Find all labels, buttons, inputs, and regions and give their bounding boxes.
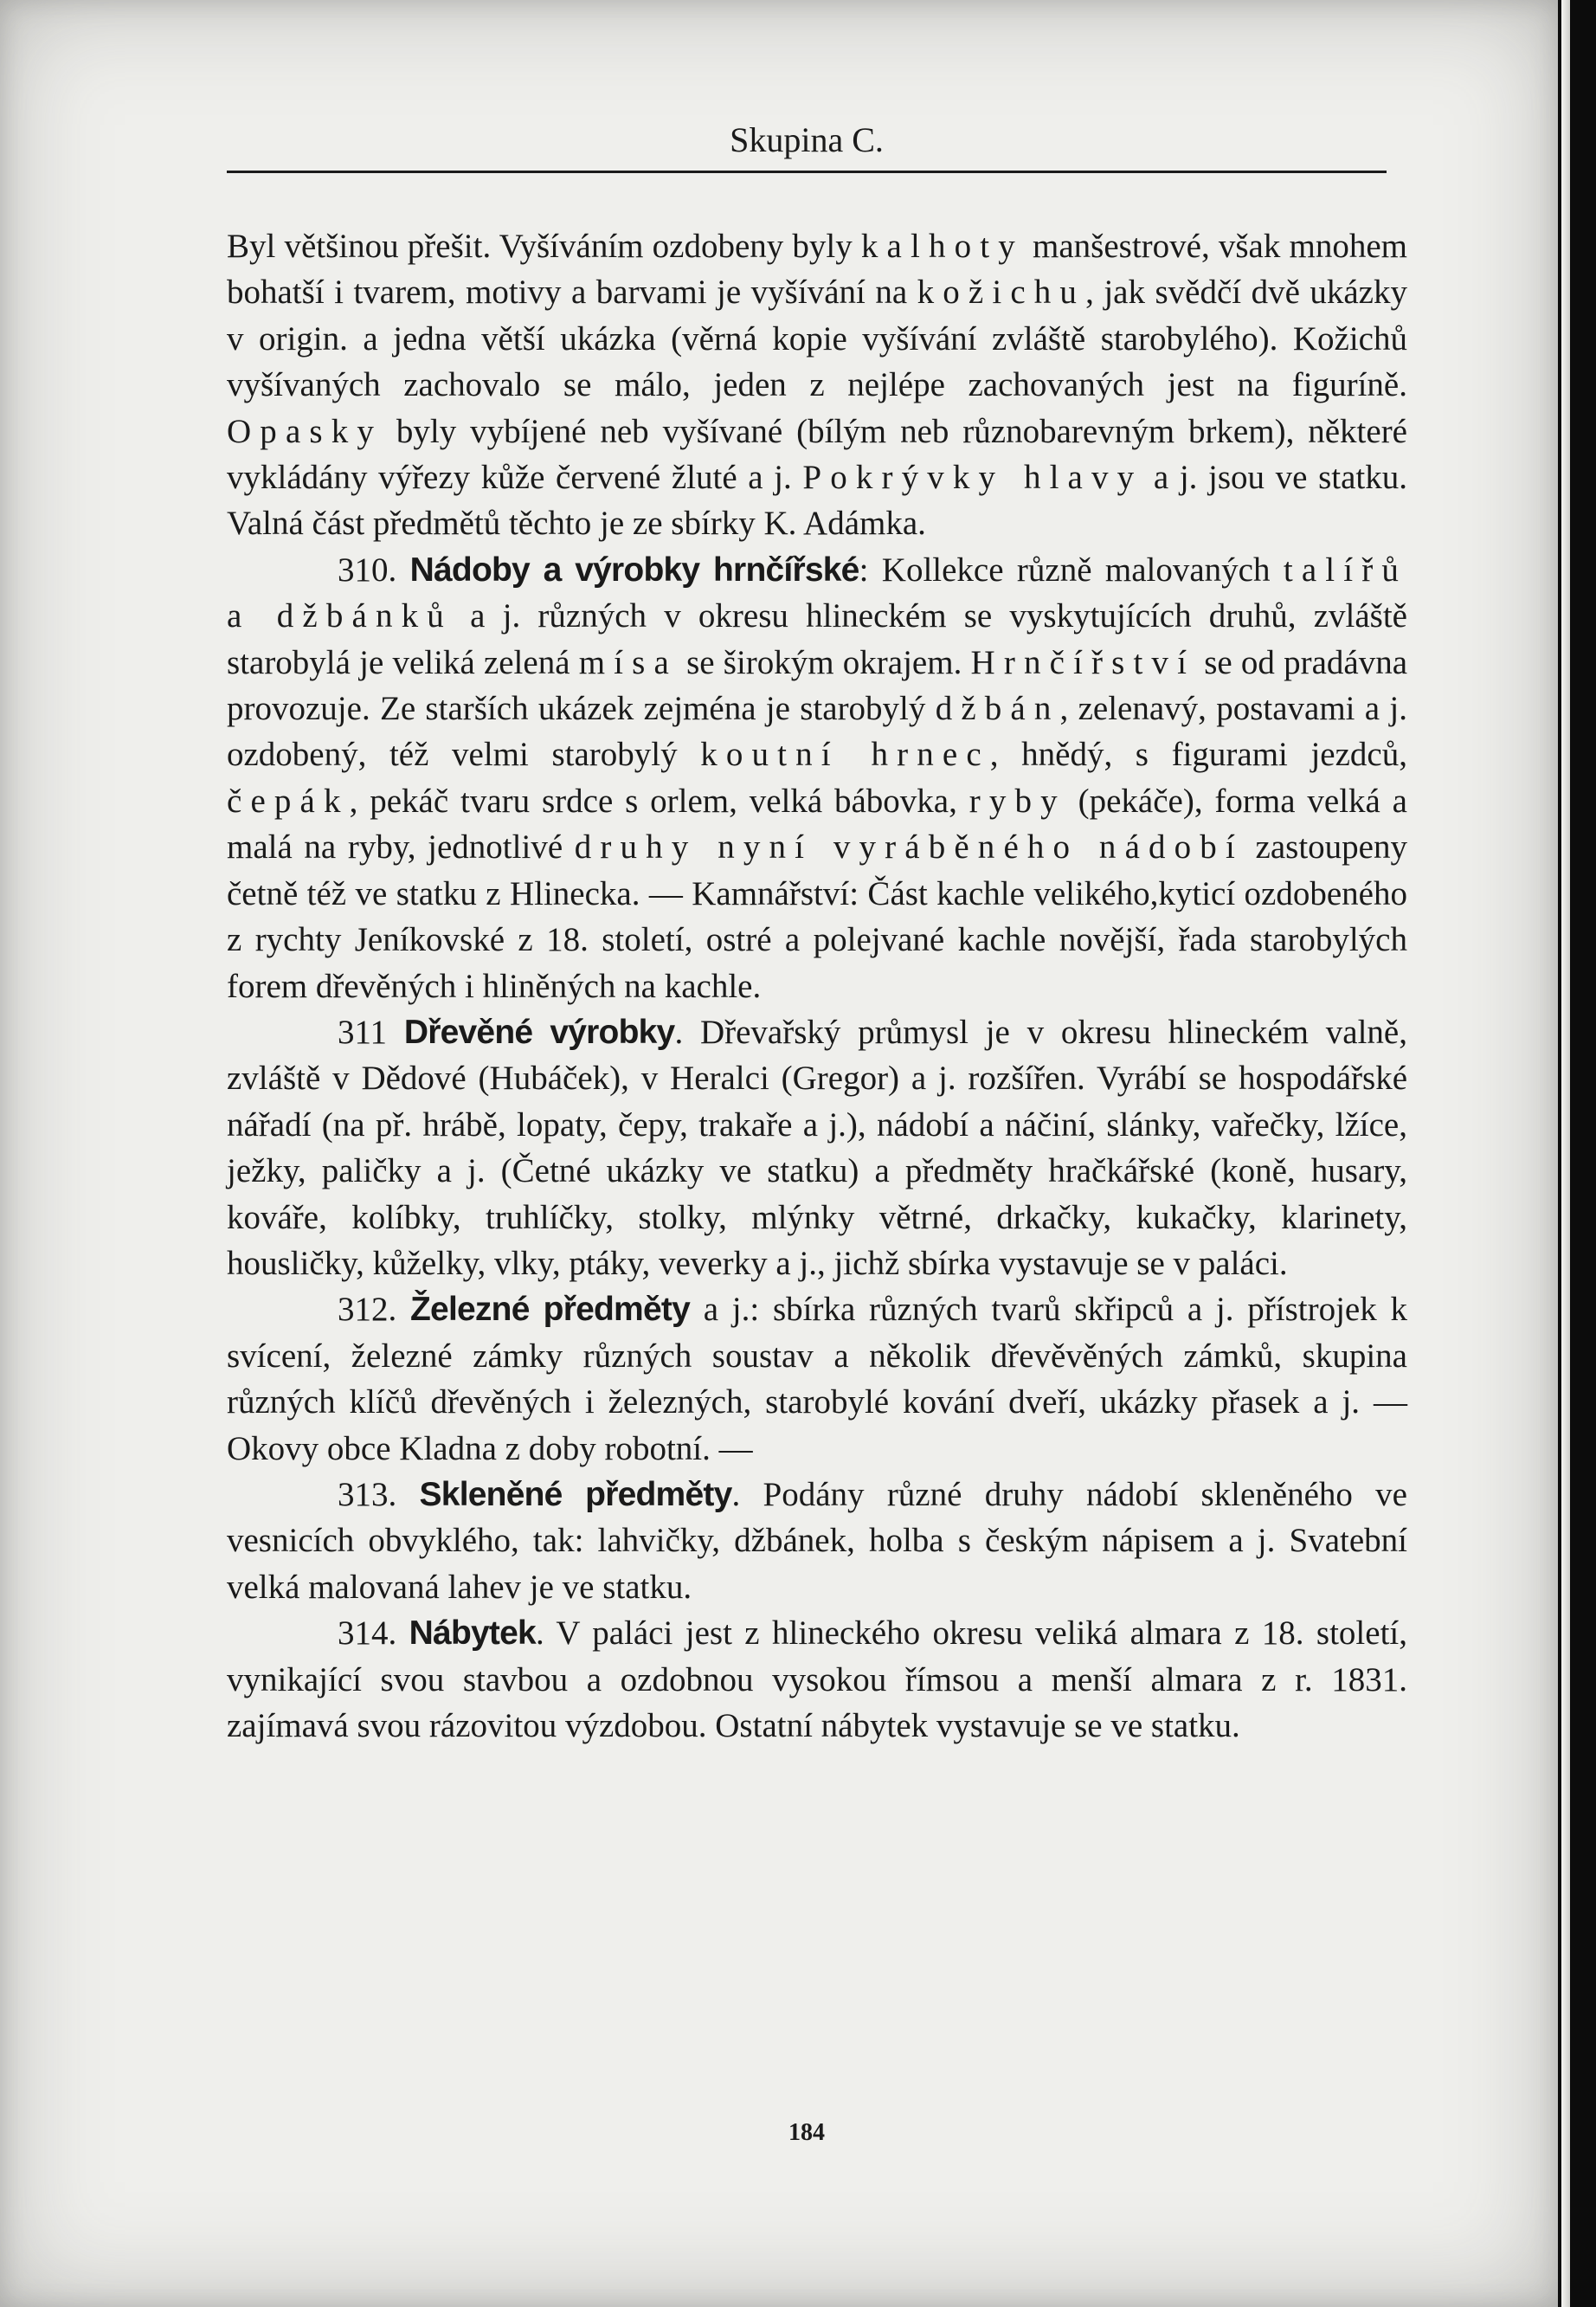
running-header: Skupina C.	[730, 120, 884, 159]
text-run: (pekáče), forma velká a malá na ryby, jednotlivé	[227, 782, 1407, 867]
section-heading: Skleněné předměty	[419, 1475, 732, 1513]
text-run: byly vybíjené neb vyšívané (bílým neb různobarevným brkem), některé vykládány výřezy kůže červené žluté a j.	[227, 412, 1407, 497]
emphasis-koutni-hrnec: koutní hrnec	[700, 736, 990, 774]
text-run: , hnědý, s figurami jezdců,	[989, 736, 1407, 774]
section-312	[227, 1286, 1407, 1472]
emphasis-pokryvky-hlavy: Pokrývky hlavy	[802, 459, 1143, 497]
text-run: : Kollekce různě malovaných	[859, 551, 1284, 589]
text-run: Byl většinou přešit. Vyšíváním ozdobeny byly	[227, 228, 861, 265]
text-run: . Dřevařský průmysl je v okresu hlineckém valně, zvláště v Dědové (Hubáček), v Heralci (Gregor) a j. rozšířen. Vyrábí se hospodářské nářadí (na př. hrábě, lopaty, čepy, trakaře a j.), nádobí a náčiní, slánky, vařečky, lžíce, ježky, paličky a j. (Četné ukázky ve statku) a předměty hračkářské (koně, husary, kováře, kolíbky, truhlíčky, stolky, mlýnky větrné, drkačky, kukačky, klarinety, housličky, kůželky, vlky, ptáky, veverky a j., jichž sbírka vystavuje se v paláci.	[227, 1013, 1407, 1282]
text-run: , zelenavý, postavami a j. ozdobený, též velmi starobylý	[227, 690, 1408, 774]
section-heading: Nádoby a výrobky hrnčířské	[409, 551, 859, 589]
emphasis-kalhoty: kalhoty	[860, 228, 1024, 265]
text-run: . V paláci jest z hlineckého okresu veliká almara z 18. století, vynikající svou stavbou a ozdobnou vysokou římsou a menší almara z r. 1831. zajímavá svou rázovitou výzdobou. Ostatní nábytek vystavuje se ve statku.	[227, 1614, 1408, 1744]
section-311	[227, 1009, 1407, 1286]
body-text	[227, 223, 1407, 1749]
text-run: zastoupeny četně též ve statku z Hlinecka. — Kamnářství: Část kachle velikého,kyticí ozdobeného z rychty Jeníkovské z 18. století, ostré a polejvané kachle novější, řada starobylých forem dřevěných i hliněných na kachle.	[227, 828, 1407, 1005]
section-number: 310.	[338, 551, 410, 589]
header-rule	[227, 171, 1387, 173]
text-run: se širokým okrajem.	[677, 643, 971, 681]
section-heading: Dřevěné výrobky	[403, 1013, 675, 1051]
text-run: a j. jsou ve statku. Valná část předmětů těchto je ze sbírky K. Adámka.	[227, 459, 1407, 543]
section-heading: Nábytek	[409, 1614, 536, 1653]
emphasis-taliru-dzbanku: talířů a džbánků	[227, 551, 1408, 635]
section-313	[227, 1472, 1407, 1610]
text-run: se od pradávna provozuje. Ze starších ukázek zejména je starobylý	[227, 643, 1408, 728]
page-number: 184	[788, 2119, 825, 2146]
section-314	[227, 1610, 1407, 1749]
emphasis-ryby: ryby	[969, 782, 1066, 820]
book-spine	[1558, 0, 1596, 2307]
paragraph-clothing	[227, 223, 1407, 547]
text-run: , pekáč tvaru srdce s orlem, velká bábovka,	[349, 782, 969, 820]
text-run: , jak svědčí dvě ukázky v origin. a jedna větší ukázka (věrná kopie vyšívání zvláště starobylého). Kožichů vyšívaných zachovalo se málo, jeden z nejlépe zachovaných jest na figuríně.	[227, 274, 1407, 404]
text-run: . Podány různé druhy nádobí skleněného ve vesnicích obvyklého, tak: lahvičky, džbánek, holba s českým nápisem a j. Svatební velká malovaná lahev je ve statku.	[227, 1475, 1407, 1606]
emphasis-opasky: Opasky	[227, 412, 383, 450]
section-number: 312.	[338, 1291, 411, 1329]
section-number: 313.	[338, 1475, 420, 1513]
emphasis-druhy-nadobi: druhy nyní vyráběného nádobí	[574, 828, 1244, 867]
emphasis-kozichu: kožichu	[917, 274, 1086, 312]
section-number: 314.	[338, 1614, 409, 1653]
section-number: 311	[338, 1013, 404, 1051]
text-run: a j. různých v okresu hlineckém se vyskytujících druhů, zvláště starobylá je veliká zelená	[227, 597, 1407, 681]
emphasis-misa: mísa	[578, 643, 678, 681]
emphasis-cepak: čepák	[227, 782, 350, 820]
section-310	[227, 547, 1407, 1009]
text-run: manšestrové, však mnohem bohatší i tvarem, motivy a barvami je vyšívání na	[227, 228, 1407, 312]
emphasis-dzban: džbán	[935, 690, 1060, 728]
emphasis-hrncirstvi: Hrnčířství	[970, 643, 1196, 681]
section-heading: Železné předměty	[410, 1291, 690, 1329]
text-run: a j.: sbírka různých tvarů skřipců a j. přístrojek k svícení, železné zámky různých soustav a několik dřevěvěných zámků, skupina různých klíčů dřevěných i železných, starobylé kování dveří, ukázky přasek a j. — Okovy obce Kladna z doby robotní. —	[227, 1291, 1407, 1467]
page-edge	[1561, 0, 1570, 2307]
